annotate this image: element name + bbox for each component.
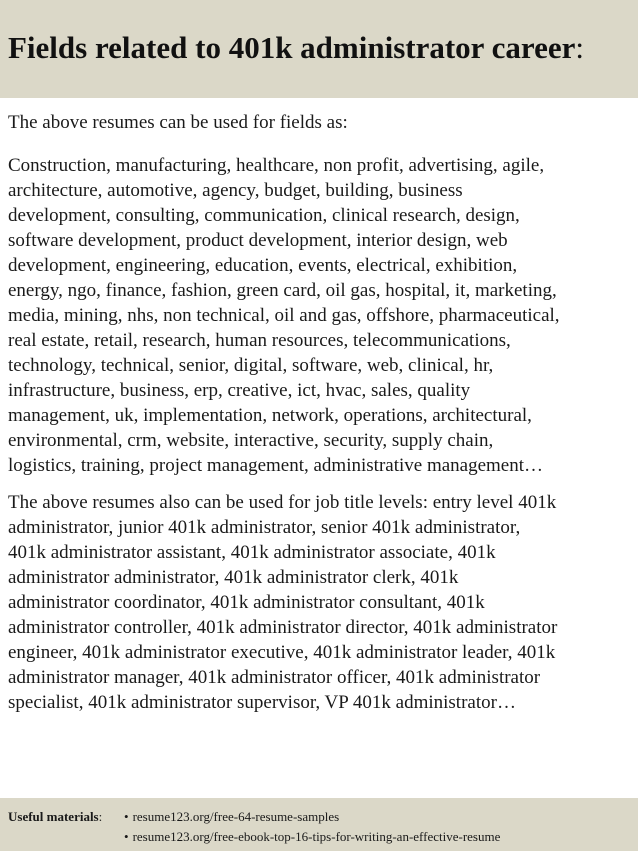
fields-paragraph: [8, 153, 630, 478]
fields-line: logistics, training, project management, administrative management…: [8, 455, 544, 476]
footer-link-ebook[interactable]: [124, 829, 500, 845]
useful-materials-label-text: Useful materials: [8, 809, 99, 824]
fields-line: development, engineering, education, events, electrical, exhibition,: [8, 255, 518, 276]
fields-line: technology, technical, senior, digital, software, web, clinical, hr,: [8, 355, 494, 376]
bullet-icon: •: [124, 809, 129, 824]
fields-line: management, uk, implementation, network, operations, architectural,: [8, 405, 532, 426]
bullet-icon: •: [124, 829, 129, 844]
footer-link-text: resume123.org/free-ebook-top-16-tips-for-writing-an-effective-resume: [132, 829, 501, 844]
fields-line: infrastructure, business, erp, creative, ict, hvac, sales, quality: [8, 380, 471, 401]
fields-line: environmental, crm, website, interactive, security, supply chain,: [8, 430, 494, 451]
levels-line: administrator manager, 401k administrator officer, 401k administrator: [8, 667, 541, 688]
levels-line: specialist, 401k administrator supervisor, VP 401k administrator…: [8, 692, 516, 713]
levels-line: administrator coordinator, 401k administrator consultant, 401k: [8, 592, 485, 613]
fields-line: media, mining, nhs, non technical, oil and gas, offshore, pharmaceutical,: [8, 305, 560, 326]
levels-line: administrator administrator, 401k administrator clerk, 401k: [8, 567, 459, 588]
intro-text: The above resumes can be used for fields as:: [8, 112, 348, 133]
fields-line: real estate, retail, research, human resources, telecommunications,: [8, 330, 511, 351]
page-title-text: Fields related to 401k administrator career: [8, 30, 576, 65]
page-title-colon: :: [575, 30, 584, 65]
fields-line: software development, product development, interior design, web: [8, 230, 508, 251]
useful-materials-label: [8, 809, 102, 825]
fields-line: Construction, manufacturing, healthcare, non profit, advertising, agile,: [8, 155, 545, 176]
main-content: [8, 110, 630, 715]
levels-line: engineer, 401k administrator executive, 401k administrator leader, 401k: [8, 642, 556, 663]
footer-link-resume-samples[interactable]: [124, 809, 339, 825]
levels-line: 401k administrator assistant, 401k administrator associate, 401k: [8, 542, 496, 563]
fields-line: architecture, automotive, agency, budget, building, business: [8, 180, 463, 201]
footer-link-text: resume123.org/free-64-resume-samples: [132, 809, 340, 824]
page-title: [8, 28, 584, 68]
levels-line: administrator controller, 401k administrator director, 401k administrator: [8, 617, 558, 638]
levels-line: The above resumes also can be used for job title levels: entry level 401k: [8, 492, 557, 513]
useful-materials-label-colon: :: [98, 809, 103, 824]
job-levels-paragraph: [8, 490, 630, 715]
levels-line: administrator, junior 401k administrator, senior 401k administrator,: [8, 517, 521, 538]
fields-line: development, consulting, communication, clinical research, design,: [8, 205, 520, 226]
fields-line: energy, ngo, finance, fashion, green card, oil gas, hospital, it, marketing,: [8, 280, 557, 301]
